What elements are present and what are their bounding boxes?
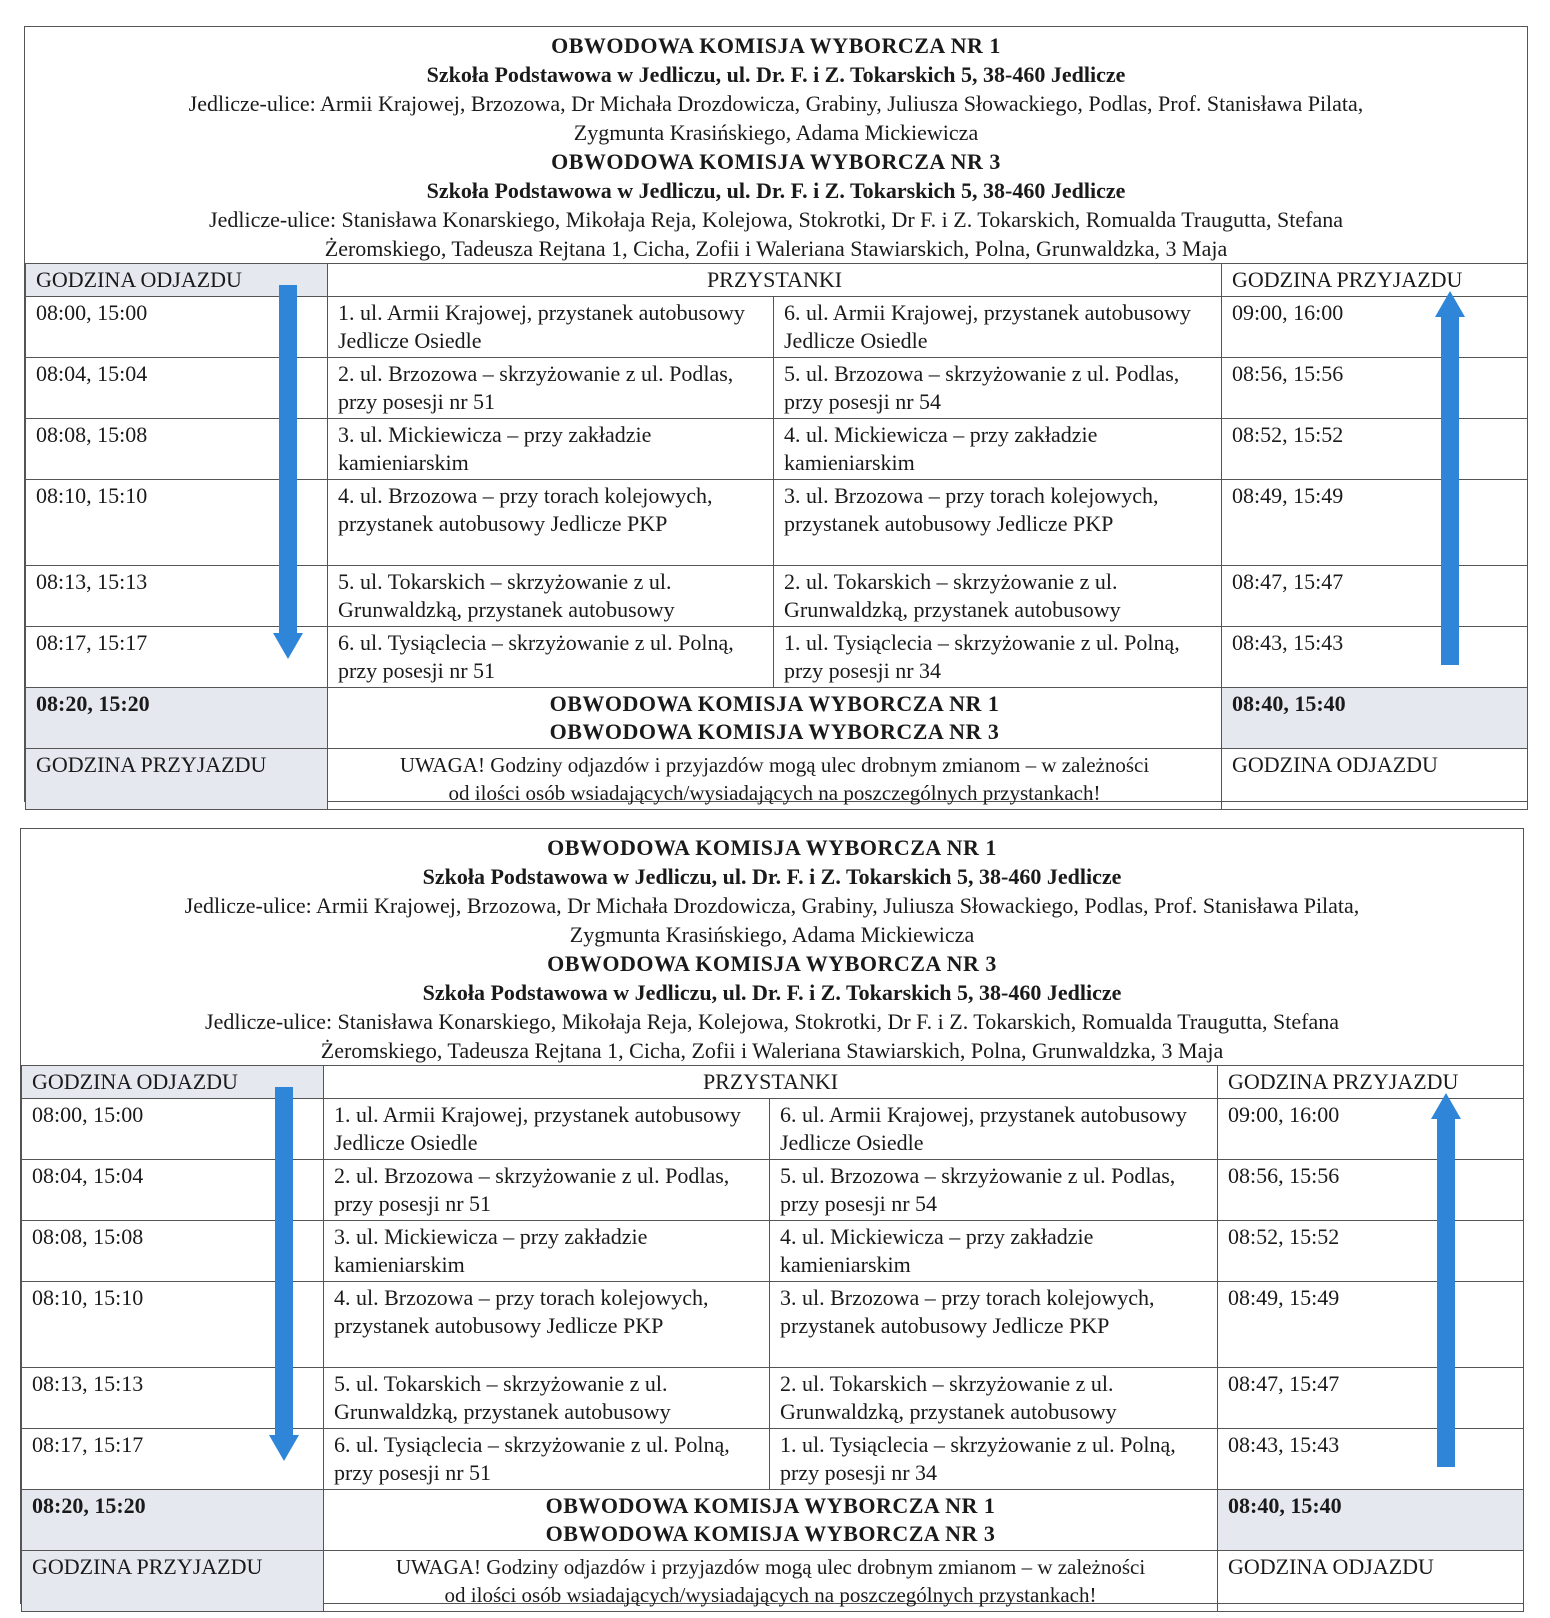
stop-outbound: 4. ul. Brzozowa – przy torach kolejowych, przystanek autobusowy Jedlicze PKP: [328, 480, 774, 566]
stop-return: 3. ul. Brzozowa – przy torach kolejowych, przystanek autobusowy Jedlicze PKP: [770, 1282, 1218, 1368]
col-departure: GODZINA ODJAZDU: [26, 264, 328, 297]
departure-time: 08:17, 15:17: [26, 627, 328, 688]
table-row: [26, 297, 1528, 358]
streets-1-line-2: Zygmunta Krasińskiego, Adama Mickiewicza: [569, 922, 975, 947]
commission-3-title: OBWODOWA KOMISJA WYBORCZA NR 3: [547, 951, 997, 976]
schedule-header: [21, 829, 1523, 1065]
stop-outbound: 6. ul. Tysiąclecia – skrzyżowanie z ul. Polną, przy posesji nr 51: [324, 1429, 770, 1490]
col-stops: PRZYSTANKI: [324, 1066, 1218, 1099]
arrival-time: 09:00, 16:00: [1218, 1099, 1524, 1160]
column-header-row: [22, 1066, 1524, 1099]
stop-return: 4. ul. Mickiewicza – przy zakładzie kamieniarskim: [774, 419, 1222, 480]
destination-line-2: OBWODOWA KOMISJA WYBORCZA NR 3: [549, 719, 1000, 744]
streets-3-line-1: Jedlicze-ulice: Stanisława Konarskiego, Mikołaja Reja, Kolejowa, Stokrotki, Dr F. i Z. Tokarskich, Romualda Traugutta, Stefana: [205, 1009, 1339, 1034]
stop-outbound: 2. ul. Brzozowa – skrzyżowanie z ul. Podlas, przy posesji nr 51: [324, 1160, 770, 1221]
arrival-time: 08:56, 15:56: [1218, 1160, 1524, 1221]
footer-note-line-1: UWAGA! Godziny odjazdów i przyjazdów mogą ulec drobnym zmianom – w zależności: [395, 1555, 1146, 1579]
stop-return: 6. ul. Armii Krajowej, przystanek autobusowy Jedlicze Osiedle: [770, 1099, 1218, 1160]
footer-arrival-label: GODZINA PRZYJAZDU: [22, 1551, 324, 1612]
school-address-1: Szkoła Podstawowa w Jedliczu, ul. Dr. F. i Z. Tokarskich 5, 38-460 Jedlicze: [426, 62, 1126, 87]
arrow-up-icon: [1435, 291, 1465, 665]
table-row: [22, 1368, 1524, 1429]
streets-3-line-2: Żeromskiego, Tadeusza Rejtana 1, Cicha, Zofii i Waleriana Stawiarskich, Polna, Grunwaldzka, 3 Maja: [324, 236, 1228, 261]
stop-outbound: 1. ul. Armii Krajowej, przystanek autobusowy Jedlicze Osiedle: [324, 1099, 770, 1160]
streets-1-line-2: Zygmunta Krasińskiego, Adama Mickiewicza: [573, 120, 979, 145]
footer-arrival-label: GODZINA PRZYJAZDU: [26, 749, 328, 810]
school-address-3: Szkoła Podstawowa w Jedliczu, ul. Dr. F. i Z. Tokarskich 5, 38-460 Jedlicze: [422, 980, 1122, 1005]
stop-return: 6. ul. Armii Krajowej, przystanek autobusowy Jedlicze Osiedle: [774, 297, 1222, 358]
table-row: [26, 566, 1528, 627]
schedule-table: [21, 1065, 1524, 1612]
table-row: [26, 419, 1528, 480]
arrival-time: 08:47, 15:47: [1218, 1368, 1524, 1429]
table-row: [22, 1099, 1524, 1160]
arrival-time: 09:00, 16:00: [1222, 297, 1528, 358]
arrival-time: 08:49, 15:49: [1218, 1282, 1524, 1368]
arrival-time: 08:47, 15:47: [1222, 566, 1528, 627]
stop-return: 5. ul. Brzozowa – skrzyżowanie z ul. Podlas, przy posesji nr 54: [770, 1160, 1218, 1221]
stop-return: 2. ul. Tokarskich – skrzyżowanie z ul. Grunwaldzką, przystanek autobusowy: [770, 1368, 1218, 1429]
schedule-block-2: [20, 828, 1524, 1607]
destination-line-1: OBWODOWA KOMISJA WYBORCZA NR 1: [545, 1493, 996, 1518]
footer-note-line-2: od ilości osób wsiadających/wysiadających na poszczególnych przystankach!: [444, 1583, 1097, 1607]
arrow-up-icon: [1431, 1093, 1461, 1467]
footer-row: [22, 1551, 1524, 1612]
school-address-3: Szkoła Podstawowa w Jedliczu, ul. Dr. F. i Z. Tokarskich 5, 38-460 Jedlicze: [426, 178, 1126, 203]
commission-1-title: OBWODOWA KOMISJA WYBORCZA NR 1: [547, 835, 997, 860]
schedule-table: [25, 263, 1528, 810]
table-row: [26, 480, 1528, 566]
arrival-time: 08:52, 15:52: [1218, 1221, 1524, 1282]
footer-note-line-2: od ilości osób wsiadających/wysiadających na poszczególnych przystankach!: [448, 781, 1101, 805]
footer-note: [328, 749, 1222, 810]
table-row: [22, 1282, 1524, 1368]
destination-commissions: [328, 688, 1222, 749]
arrival-time: 08:43, 15:43: [1218, 1429, 1524, 1490]
stop-outbound: 1. ul. Armii Krajowej, przystanek autobusowy Jedlicze Osiedle: [328, 297, 774, 358]
schedule-header: [25, 27, 1527, 263]
column-header-row: [26, 264, 1528, 297]
destination-row: [22, 1490, 1524, 1551]
departure-time: 08:13, 15:13: [22, 1368, 324, 1429]
stop-return: 3. ul. Brzozowa – przy torach kolejowych, przystanek autobusowy Jedlicze PKP: [774, 480, 1222, 566]
streets-3-line-1: Jedlicze-ulice: Stanisława Konarskiego, Mikołaja Reja, Kolejowa, Stokrotki, Dr F. i Z. Tokarskich, Romualda Traugutta, Stefana: [209, 207, 1343, 232]
school-address-1: Szkoła Podstawowa w Jedliczu, ul. Dr. F. i Z. Tokarskich 5, 38-460 Jedlicze: [422, 864, 1122, 889]
departure-time: 08:08, 15:08: [22, 1221, 324, 1282]
footer-note: [324, 1551, 1218, 1612]
table-row: [22, 1160, 1524, 1221]
stop-return: 2. ul. Tokarskich – skrzyżowanie z ul. Grunwaldzką, przystanek autobusowy: [774, 566, 1222, 627]
arrival-time: 08:52, 15:52: [1222, 419, 1528, 480]
schedule-block-1: [24, 26, 1528, 805]
stop-outbound: 5. ul. Tokarskich – skrzyżowanie z ul. Grunwaldzką, przystanek autobusowy: [324, 1368, 770, 1429]
destination-commissions: [324, 1490, 1218, 1551]
col-departure: GODZINA ODJAZDU: [22, 1066, 324, 1099]
destination-arrival-time: 08:20, 15:20: [26, 688, 328, 749]
streets-3-line-2: Żeromskiego, Tadeusza Rejtana 1, Cicha, Zofii i Waleriana Stawiarskich, Polna, Grunwaldzka, 3 Maja: [320, 1038, 1224, 1063]
departure-time: 08:00, 15:00: [22, 1099, 324, 1160]
stop-outbound: 5. ul. Tokarskich – skrzyżowanie z ul. Grunwaldzką, przystanek autobusowy: [328, 566, 774, 627]
destination-arrival-time: 08:20, 15:20: [22, 1490, 324, 1551]
destination-line-1: OBWODOWA KOMISJA WYBORCZA NR 1: [549, 691, 1000, 716]
arrival-time: 08:56, 15:56: [1222, 358, 1528, 419]
footer-row: [26, 749, 1528, 810]
table-row: [22, 1429, 1524, 1490]
arrow-down-icon: [273, 285, 303, 659]
destination-departure-time: 08:40, 15:40: [1222, 688, 1528, 749]
stop-return: 5. ul. Brzozowa – skrzyżowanie z ul. Podlas, przy posesji nr 54: [774, 358, 1222, 419]
commission-1-title: OBWODOWA KOMISJA WYBORCZA NR 1: [551, 33, 1001, 58]
departure-time: 08:17, 15:17: [22, 1429, 324, 1490]
departure-time: 08:04, 15:04: [22, 1160, 324, 1221]
arrival-time: 08:43, 15:43: [1222, 627, 1528, 688]
table-row: [26, 627, 1528, 688]
stop-outbound: 3. ul. Mickiewicza – przy zakładzie kamieniarskim: [324, 1221, 770, 1282]
col-arrival: GODZINA PRZYJAZDU: [1222, 264, 1528, 297]
departure-time: 08:08, 15:08: [26, 419, 328, 480]
col-arrival: GODZINA PRZYJAZDU: [1218, 1066, 1524, 1099]
stop-return: 4. ul. Mickiewicza – przy zakładzie kamieniarskim: [770, 1221, 1218, 1282]
streets-1-line-1: Jedlicze-ulice: Armii Krajowej, Brzozowa, Dr Michała Drozdowicza, Grabiny, Juliusza Słowackiego, Podlas, Prof. Stanisława Pilata,: [184, 893, 1360, 918]
footer-departure-label: GODZINA ODJAZDU: [1218, 1551, 1524, 1612]
col-stops: PRZYSTANKI: [328, 264, 1222, 297]
streets-1-line-1: Jedlicze-ulice: Armii Krajowej, Brzozowa, Dr Michała Drozdowicza, Grabiny, Juliusza Słowackiego, Podlas, Prof. Stanisława Pilata,: [188, 91, 1364, 116]
arrival-time: 08:49, 15:49: [1222, 480, 1528, 566]
stop-outbound: 3. ul. Mickiewicza – przy zakładzie kamieniarskim: [328, 419, 774, 480]
stop-outbound: 4. ul. Brzozowa – przy torach kolejowych, przystanek autobusowy Jedlicze PKP: [324, 1282, 770, 1368]
departure-time: 08:10, 15:10: [22, 1282, 324, 1368]
departure-time: 08:10, 15:10: [26, 480, 328, 566]
destination-departure-time: 08:40, 15:40: [1218, 1490, 1524, 1551]
destination-line-2: OBWODOWA KOMISJA WYBORCZA NR 3: [545, 1521, 996, 1546]
departure-time: 08:00, 15:00: [26, 297, 328, 358]
commission-3-title: OBWODOWA KOMISJA WYBORCZA NR 3: [551, 149, 1001, 174]
departure-time: 08:13, 15:13: [26, 566, 328, 627]
footer-note-line-1: UWAGA! Godziny odjazdów i przyjazdów mogą ulec drobnym zmianom – w zależności: [399, 753, 1150, 777]
departure-time: 08:04, 15:04: [26, 358, 328, 419]
destination-row: [26, 688, 1528, 749]
table-row: [22, 1221, 1524, 1282]
stop-outbound: 2. ul. Brzozowa – skrzyżowanie z ul. Podlas, przy posesji nr 51: [328, 358, 774, 419]
arrow-down-icon: [269, 1087, 299, 1461]
stop-return: 1. ul. Tysiąclecia – skrzyżowanie z ul. Polną, przy posesji nr 34: [770, 1429, 1218, 1490]
stop-return: 1. ul. Tysiąclecia – skrzyżowanie z ul. Polną, przy posesji nr 34: [774, 627, 1222, 688]
table-row: [26, 358, 1528, 419]
stop-outbound: 6. ul. Tysiąclecia – skrzyżowanie z ul. Polną, przy posesji nr 51: [328, 627, 774, 688]
footer-departure-label: GODZINA ODJAZDU: [1222, 749, 1528, 810]
